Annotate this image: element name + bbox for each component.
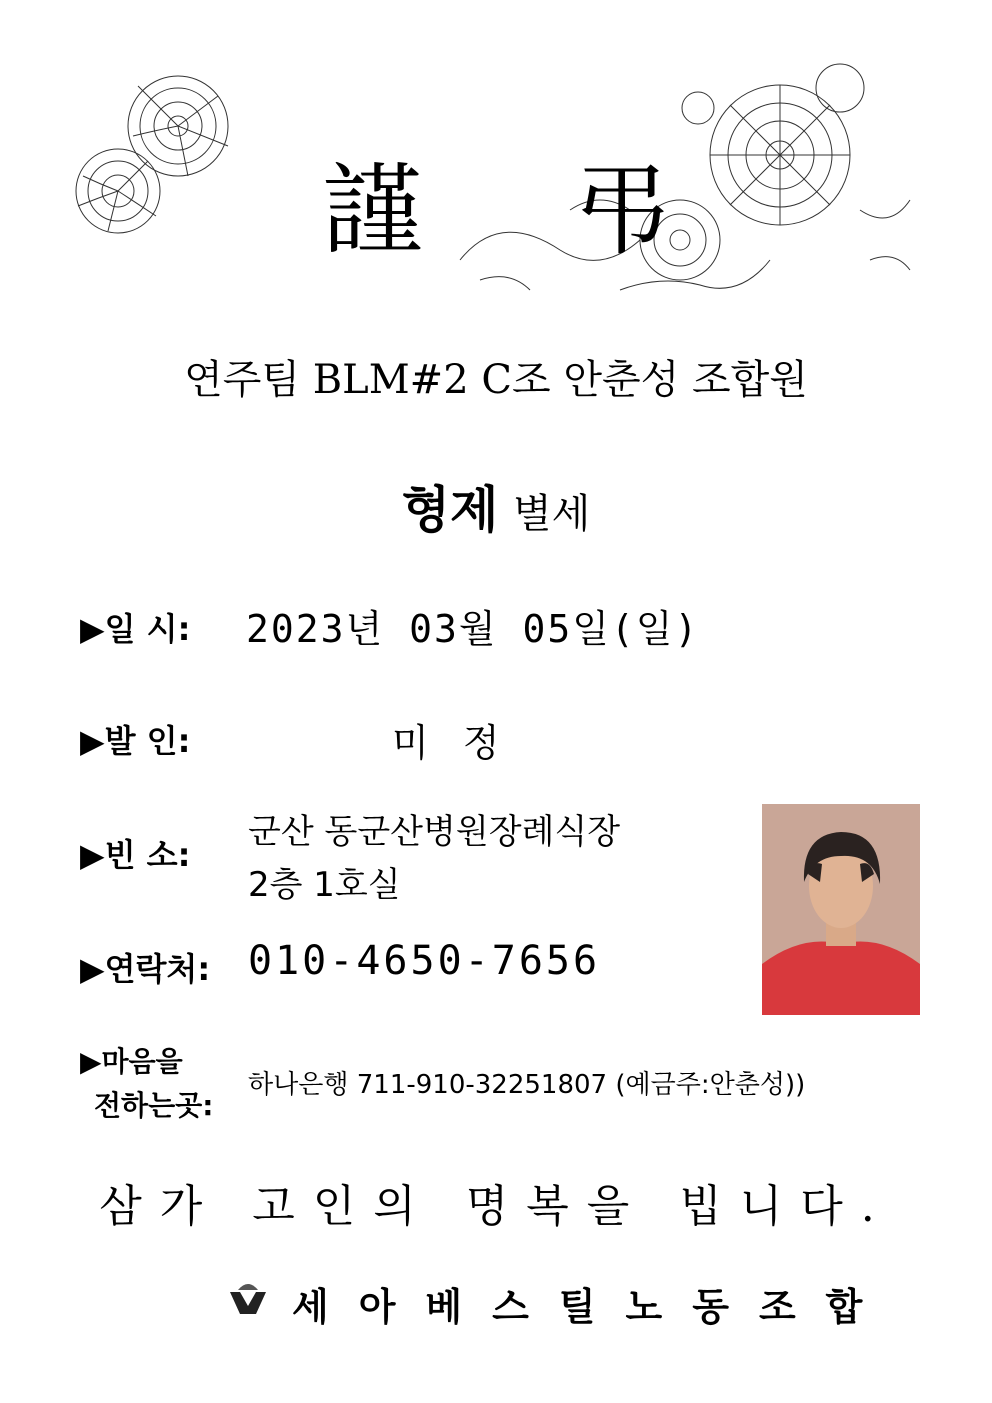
union-logo-icon <box>226 1276 270 1320</box>
account-value: 하나은행 711-910-32251807 (예금주:안춘성)) <box>248 1070 806 1100</box>
account-label-line-1: ▶마음을 <box>80 1045 183 1078</box>
headline-char-2: 弔 <box>572 152 672 269</box>
date-value: 2023년 03월 05일(일) <box>246 607 700 651</box>
chrysanthemum-right-illustration <box>440 60 920 310</box>
relation-normal: 별세 <box>512 491 591 537</box>
departure-label: ▶발 인: <box>80 722 191 760</box>
mortuary-line-2: 2층 1호실 <box>248 865 401 905</box>
condolence-message: 삼가 고인의 명복을 빕니다. <box>99 1181 893 1232</box>
portrait-photo <box>762 804 920 1015</box>
relation-line <box>0 470 992 542</box>
relation-bold: 형제 <box>401 480 499 539</box>
mortuary-line-1: 군산 동군산병원장례식장 <box>248 812 621 852</box>
headline-char-1: 謹 <box>322 152 422 269</box>
chrysanthemum-left-illustration <box>68 66 258 241</box>
account-label-line-2: 전하는곳: <box>94 1089 214 1122</box>
mortuary-label: ▶빈 소: <box>80 836 191 874</box>
departure-value: 미정 <box>392 721 534 765</box>
contact-value: 010-4650-7656 <box>248 938 601 984</box>
contact-label: ▶연락처: <box>80 950 211 988</box>
date-label: ▶일 시: <box>80 610 191 648</box>
union-name: 세아베스틸노동조합 <box>292 1285 893 1329</box>
subtitle: 연주팀 BLM#2 C조 안춘성 조합원 <box>184 357 808 403</box>
portrait-figure-icon <box>762 804 920 1015</box>
